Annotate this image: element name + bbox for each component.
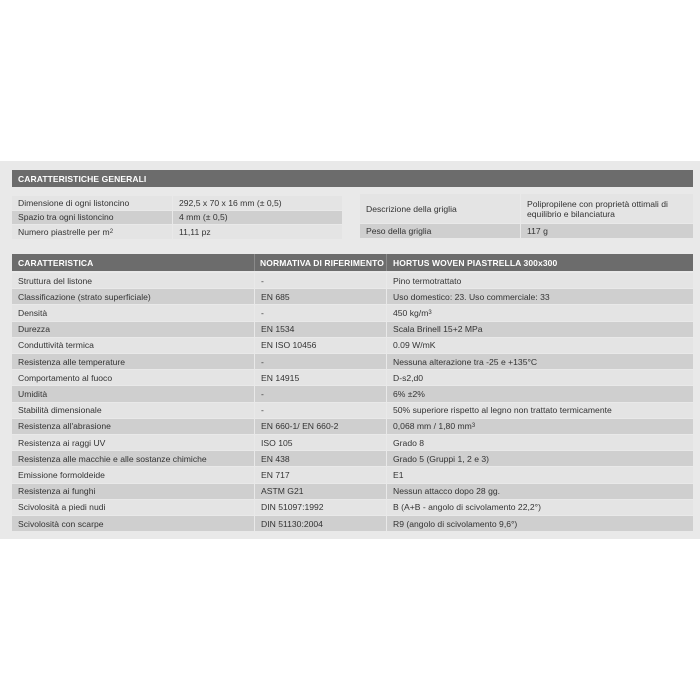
header-divider [386, 254, 387, 271]
spec-row [12, 386, 693, 401]
spec-characteristic: Resistenza alle macchie e alle sostanze chimiche [12, 451, 254, 466]
spec-value: D-s2,d0 [387, 370, 693, 385]
spec-norm: DIN 51130:2004 [255, 516, 386, 531]
spec-value: 0,068 mm / 1,80 mm 3 [387, 419, 693, 434]
spec-characteristic: Struttura del listone [12, 273, 254, 288]
general-right-row [360, 194, 693, 223]
spec-row [12, 354, 693, 369]
spec-row [12, 403, 693, 418]
spec-norm: - [255, 386, 386, 401]
spec-value: Pino termotrattato [387, 273, 693, 288]
general-left-value: 11,11 pz [173, 225, 342, 239]
spec-value: Grado 8 [387, 435, 693, 450]
spec-norm: - [255, 273, 386, 288]
spec-value: 6% ±2% [387, 386, 693, 401]
spec-characteristic: Resistenza ai raggi UV [12, 435, 254, 450]
spec-characteristic: Comportamento al fuoco [12, 370, 254, 385]
spec-value: E1 [387, 467, 693, 482]
general-header [12, 170, 693, 187]
spec-value: 0.09 W/mK [387, 338, 693, 353]
spec-value: Nessuna alterazione tra -25 e +135°C [387, 354, 693, 369]
spec-norm: EN 660-1/ EN 660-2 [255, 419, 386, 434]
spec-characteristic: Classificazione (strato superficiale) [12, 289, 254, 304]
spec-norm: - [255, 403, 386, 418]
general-left-label: Dimensione di ogni listoncino [12, 196, 172, 210]
spec-row [12, 273, 693, 288]
spec-characteristic: Umidità [12, 386, 254, 401]
spec-value: Uso domestico: 23. Uso commerciale: 33 [387, 289, 693, 304]
spec-characteristic: Resistenza ai funghi [12, 484, 254, 499]
general-right-value: Polipropilene con proprietà ottimali di equilibrio e bilanciatura [521, 194, 693, 223]
general-title: CARATTERISTICHE GENERALI [18, 173, 147, 184]
spec-value: 450 kg/m 3 [387, 305, 693, 320]
spec-value: Scala Brinell 15+2 MPa [387, 322, 693, 337]
spec-norm: - [255, 354, 386, 369]
spec-characteristic: Scivolosità con scarpe [12, 516, 254, 531]
spec-characteristic: Densità [12, 305, 254, 320]
spec-norm: EN 685 [255, 289, 386, 304]
spec-value: B (A+B - angolo di scivolamento 22,2°) [387, 500, 693, 515]
general-left-row [12, 196, 342, 210]
spec-row [12, 370, 693, 385]
spec-row [12, 500, 693, 515]
general-right-row [360, 224, 693, 238]
spec-value: 50% superiore rispetto al legno non trattato termicamente [387, 403, 693, 418]
spec-row [12, 338, 693, 353]
spec-value: Nessun attacco dopo 28 gg. [387, 484, 693, 499]
general-right-label: Peso della griglia [360, 224, 520, 238]
general-left-row [12, 211, 342, 225]
spec-row [12, 516, 693, 531]
spec-row [12, 467, 693, 482]
spec-norm: DIN 51097:1992 [255, 500, 386, 515]
general-left-label: Numero piastrelle per m 2 [12, 225, 172, 239]
spec-characteristic: Scivolosità a piedi nudi [12, 500, 254, 515]
spec-header-col3: HORTUS WOVEN PIASTRELLA 300x300 [393, 257, 558, 268]
spec-norm: EN 1534 [255, 322, 386, 337]
spec-row [12, 322, 693, 337]
spec-norm: - [255, 305, 386, 320]
header-divider [254, 254, 255, 271]
spec-norm: EN 717 [255, 467, 386, 482]
spec-norm: ISO 105 [255, 435, 386, 450]
spec-norm: EN ISO 10456 [255, 338, 386, 353]
spec-norm: EN 438 [255, 451, 386, 466]
general-left-value: 4 mm (± 0,5) [173, 211, 342, 225]
spec-characteristic: Resistenza alle temperature [12, 354, 254, 369]
general-left-row [12, 225, 342, 239]
spec-value: Grado 5 (Gruppi 1, 2 e 3) [387, 451, 693, 466]
spec-characteristic: Conduttività termica [12, 338, 254, 353]
spec-header-col1: CARATTERISTICA [18, 257, 94, 268]
spec-characteristic: Emissione formoldeide [12, 467, 254, 482]
spec-row [12, 451, 693, 466]
spec-header-col2: NORMATIVA DI RIFERIMENTO [260, 257, 384, 268]
spec-header [12, 254, 693, 271]
general-left-value: 292,5 x 70 x 16 mm (± 0,5) [173, 196, 342, 210]
spec-row [12, 419, 693, 434]
spec-norm: ASTM G21 [255, 484, 386, 499]
spec-row [12, 305, 693, 320]
spec-row [12, 484, 693, 499]
general-right-label: Descrizione della griglia [360, 194, 520, 223]
general-right-value: 117 g [521, 224, 693, 238]
spec-value: R9 (angolo di scivolamento 9,6°) [387, 516, 693, 531]
spec-characteristic: Durezza [12, 322, 254, 337]
spec-row [12, 435, 693, 450]
general-left-label: Spazio tra ogni listoncino [12, 211, 172, 225]
spec-row [12, 289, 693, 304]
spec-norm: EN 14915 [255, 370, 386, 385]
spec-characteristic: Stabilità dimensionale [12, 403, 254, 418]
spec-characteristic: Resistenza all'abrasione [12, 419, 254, 434]
